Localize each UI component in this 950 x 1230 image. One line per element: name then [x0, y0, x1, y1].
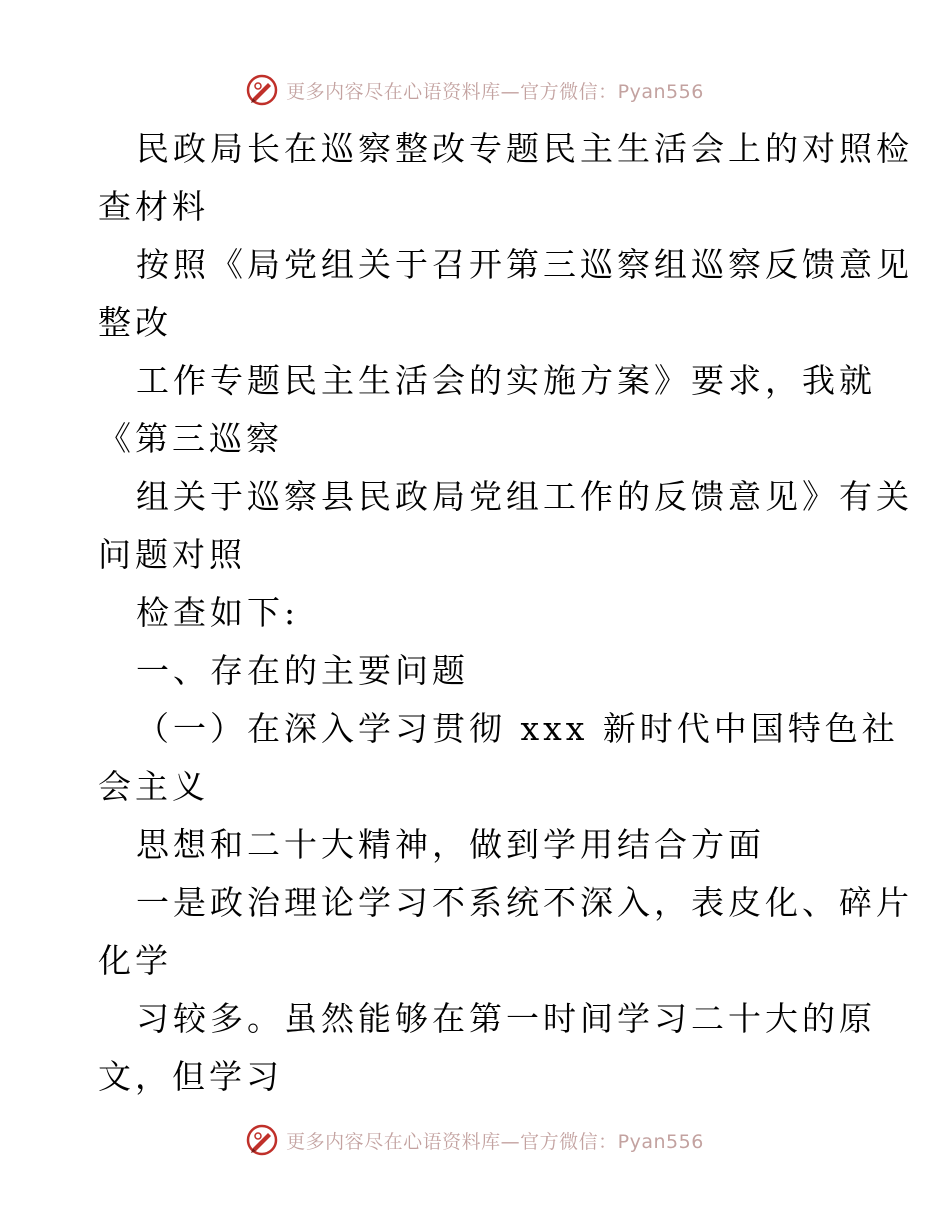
paragraph-line: 化学	[98, 941, 172, 980]
paragraph-line: 检查如下:	[136, 593, 300, 632]
paragraph-line: 组关于巡察县民政局党组工作的反馈意见》有关	[136, 477, 913, 516]
paragraph-line: 问题对照	[98, 535, 246, 574]
document-title-line-2: 查材料	[98, 187, 209, 226]
footer-banner	[0, 1120, 950, 1160]
paragraph-line: 《第三巡察	[98, 419, 283, 458]
paragraph-line: 工作专题民主生活会的实施方案》要求，我就	[136, 361, 876, 400]
section-heading: 一、存在的主要问题	[136, 651, 469, 690]
footer-banner-text: 更多内容尽在心语资料库—官方微信：Pyan556	[286, 1130, 704, 1153]
paragraph-line: 思想和二十大精神，做到学用结合方面	[136, 825, 765, 864]
paragraph-line: 文，但学习	[98, 1057, 283, 1096]
header-banner-text: 更多内容尽在心语资料库—官方微信：Pyan556	[286, 80, 704, 103]
paragraph-line: 习较多。虽然能够在第一时间学习二十大的原	[136, 999, 876, 1038]
paragraph-line: 一是政治理论学习不系统不深入，表皮化、碎片	[136, 883, 913, 922]
subsection-heading: （一）在深入学习贯彻 xxx 新时代中国特色社	[136, 709, 899, 748]
red-pen-logo-icon	[246, 74, 278, 106]
red-pen-logo-icon	[246, 1124, 278, 1156]
document-body	[98, 120, 913, 1106]
document-title-line-1: 民政局长在巡察整改专题民主生活会上的对照检	[136, 129, 913, 168]
header-banner	[0, 70, 950, 110]
paragraph-line: 按照《局党组关于召开第三巡察组巡察反馈意见	[136, 245, 913, 284]
paragraph-line: 会主义	[98, 767, 209, 806]
paragraph-line: 整改	[98, 303, 172, 342]
